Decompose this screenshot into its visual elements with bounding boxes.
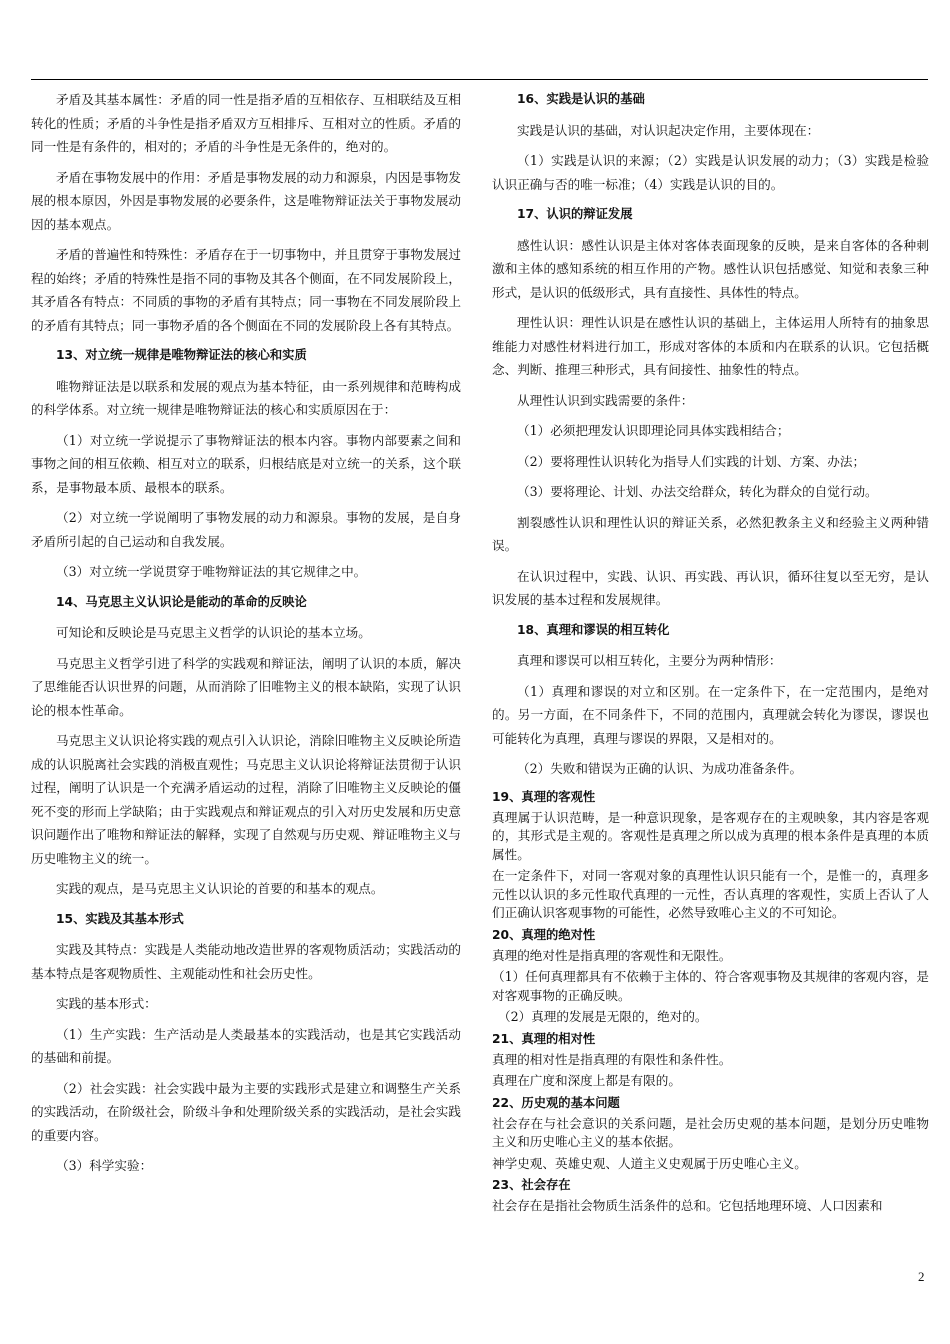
paragraph: （2）真理的发展是无限的，绝对的。 — [498, 1009, 708, 1024]
paragraph: 真理的绝对性是指真理的客观性和无限性。 — [492, 947, 732, 963]
paragraph: 社会存在与社会意识的关系问题，是社会历史观的基本问题，是划分历史唯物主义和历史唯心主义的基本依据。 — [492, 1115, 929, 1149]
paragraph: （2）社会实践：社会实践中最为主要的实践形式是建立和调整生产关系的实践活动，在阶级社会，阶级斗争和处理阶级关系的实践活动，是社会实践的重要内容。 — [31, 1080, 461, 1143]
paragraph: （2）失败和错误为正确的认识、为成功准备条件。 — [517, 761, 803, 776]
paragraph: 在认识过程中，实践、认识、再实践、再认识，循环往复以至无穷，是认识发展的基本过程和发展规律。 — [492, 568, 929, 607]
paragraph: 矛盾在事物发展中的作用：矛盾是事物发展的动力和源泉，内因是事物发展的根本原因，外因是事物发展的必要条件，这是唯物辩证法关于事物发展动因的基本观点。 — [31, 169, 461, 232]
paragraph: 真理属于认识范畴，是一种意识现象，是客观存在的主观映象，其内容是客观的，其形式是主观的。客观性是真理之所以成为真理的根本条件是真理的本质属性。 — [492, 809, 929, 862]
paragraph: （2）要将理性认识转化为指导人们实践的计划、方案、办法； — [517, 453, 866, 469]
paragraph: 割裂感性认识和理性认识的辩证关系，必然犯教条主义和经验主义两种错误。 — [492, 514, 929, 553]
paragraph: （3）对立统一学说贯穿于唯物辩证法的其它规律之中。 — [56, 564, 367, 579]
paragraph: （1）任何真理都具有不依赖于主体的、符合客观事物及其规律的客观内容，是对客观事物的正确反映。 — [492, 969, 929, 1003]
section-heading-15: 15、实践及其基本形式 — [56, 911, 184, 926]
section-heading-13: 13、对立统一规律是唯物辩证法的核心和实质 — [56, 348, 307, 362]
paragraph: 在一定条件下，对同一客观对象的真理性认识只能有一个，是惟一的，真理多元性以认识的多元性取代真理的一元性，否认真理的客观性，实质上否认了人们正确认识客观事物的可能性，必然导致唯心主义的不可知论。 — [492, 868, 929, 920]
paragraph: 马克思主义哲学引进了科学的实践观和辩证法，阐明了认识的本质，解决了思维能否认识世界的问题，从而消除了旧唯物主义的根本缺陷，实现了认识论的根本性革命。 — [31, 655, 461, 718]
paragraph: （2）对立统一学说阐明了事物发展的动力和源泉。事物的发展，是自身矛盾所引起的自己运动和自我发展。 — [31, 510, 461, 549]
header-rule — [31, 79, 928, 80]
left-column — [31, 88, 461, 1185]
paragraph: （1）生产实践：生产活动是人类最基本的实践活动，也是其它实践活动的基础和前提。 — [31, 1026, 461, 1065]
section-heading-16: 16、实践是认识的基础 — [517, 92, 645, 106]
section-heading-14: 14、马克思主义认识论是能动的革命的反映论 — [56, 594, 307, 609]
paragraph: 可知论和反映论是马克思主义哲学的认识论的基本立场。 — [56, 625, 371, 640]
paragraph: 马克思主义认识论将实践的观点引入认识论，消除旧唯物主义反映论所造成的认识脱离社会实践的消极直观性；马克思主义认识论将辩证法贯彻于认识过程，阐明了认识是一个充满矛盾运动的过程，消除了旧唯物主义反映论的僵死不变的形而上学缺陷；由于实践观点和辩证观点的引入对历史发展和历史意识问题作出了唯物和辩证法的解释，实现了自然观与历史观、辩证唯物主义与历史唯物主义的统一。 — [31, 733, 461, 866]
page-number: 2 — [918, 1269, 925, 1284]
section-heading-17: 17、认识的辩证发展 — [517, 207, 633, 221]
paragraph: 矛盾及其基本属性：矛盾的同一性是指矛盾的互相依存、互相联结及互相转化的性质；矛盾的斗争性是指矛盾双方互相排斥、互相对立的性质。矛盾的同一性是有条件的，相对的；矛盾的斗争性是无条件的，绝对的。 — [31, 92, 461, 154]
paragraph: 真理的相对性是指真理的有限性和条件性。 — [492, 1051, 732, 1067]
paragraph: 从理性认识到实践需要的条件： — [517, 392, 694, 408]
paragraph: 感性认识：感性认识是主体对客体表面现象的反映，是来自客体的各种刺激和主体的感知系统的相互作用的产物。感性认识包括感觉、知觉和表象三种形式，是认识的低级形式，具有直接性、具体性的特点。 — [492, 237, 929, 300]
paragraph: （1）真理和谬误的对立和区别。在一定条件下，在一定范围内，是绝对的。另一方面，在不同条件下，不同的范围内，真理就会转化为谬误，谬误也可能转化为真理，真理与谬误的界限，又是相对的。 — [492, 683, 929, 746]
section-heading-20: 20、真理的绝对性 — [492, 927, 596, 942]
paragraph: 实践及其特点：实践是人类能动地改造世界的客观物质活动；实践活动的基本特点是客观物质性、主观能动性和社会历史性。 — [31, 942, 461, 981]
paragraph: （1）对立统一学说提示了事物辩证法的根本内容。事物内部要素之间和事物之间的相互依赖、相互对立的联系，归根结底是对立统一的关系，这个联系，是事物最本质、最根本的联系。 — [31, 432, 461, 495]
paragraph: 理性认识：理性认识是在感性认识的基础上，主体运用人所特有的抽象思维能力对感性材料进行加工，形成对客体的本质和内在联系的认识。它包括概念、判断、推理三种形式，具有间接性、抽象性的特点。 — [492, 315, 929, 377]
paragraph: （3）科学实验： — [56, 1158, 153, 1173]
section-heading-22: 22、历史观的基本问题 — [492, 1095, 620, 1110]
paragraph: 唯物辩证法是以联系和发展的观点为基本特征，由一系列规律和范畴构成的科学体系。对立统一规律是唯物辩证法的核心和实质原因在于： — [31, 378, 461, 417]
paragraph: 矛盾的普遍性和特殊性：矛盾存在于一切事物中，并且贯穿于事物发展过程的始终；矛盾的特殊性是指不同的事物及其各个侧面，在不同发展阶段上，其矛盾各有特点：不同质的事物的矛盾有其特点；同一事物在不同发展阶段上的矛盾有其特点；同一事物矛盾的各个侧面在不同的发展阶段上各有其特点。 — [31, 247, 461, 333]
paragraph: 实践的基本形式： — [56, 996, 157, 1011]
paragraph: 社会存在是指社会物质生活条件的总和。它包括地理环境、人口因素和 — [492, 1198, 883, 1213]
section-heading-18: 18、真理和谬误的相互转化 — [517, 622, 670, 637]
paragraph: 真理在广度和深度上都是有限的。 — [492, 1073, 681, 1088]
paragraph: 神学史观、英雄史观、人道主义史观属于历史唯心主义。 — [492, 1155, 807, 1171]
section-heading-23: 23、社会存在 — [492, 1178, 571, 1192]
right-column — [492, 88, 929, 1219]
section-heading-21: 21、真理的相对性 — [492, 1031, 596, 1046]
paragraph: 实践的观点，是马克思主义认识论的首要的和基本的观点。 — [56, 881, 384, 896]
paragraph: （1）必须把理发认识即理论同具体实践相结合； — [517, 423, 790, 438]
paragraph: （1）实践是认识的来源；（2）实践是认识发展的动力；（3）实践是检验认识正确与否的唯一标准；（4）实践是认识的目的。 — [492, 153, 929, 192]
paragraph: （3）要将理论、计划、办法交给群众，转化为群众的自觉行动。 — [517, 484, 878, 499]
paragraph: 实践是认识的基础，对认识起决定作用，主要体现在： — [517, 122, 820, 138]
paragraph: 真理和谬误可以相互转化，主要分为两种情形： — [517, 653, 782, 668]
section-heading-19: 19、真理的客观性 — [492, 789, 596, 804]
